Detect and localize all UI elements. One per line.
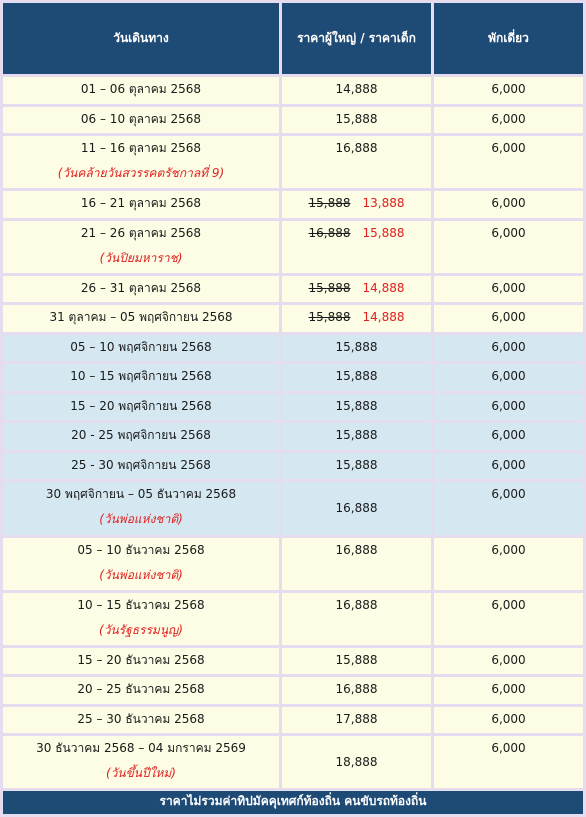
adult-child-price-cell xyxy=(282,736,431,788)
holiday-note: (วันพ่อแห่งชาติ) xyxy=(99,512,183,527)
price: 15,888 xyxy=(335,428,378,443)
single-supplement: 6,000 xyxy=(491,711,526,726)
single-supplement: 6,000 xyxy=(491,196,526,211)
single-supplement: 6,000 xyxy=(491,457,526,472)
promo-price: 13,888 xyxy=(362,196,405,211)
holiday-note: (วันรัฐธรรมนูญ) xyxy=(99,622,183,637)
table-row xyxy=(3,107,583,134)
adult-child-price-cell xyxy=(282,423,431,450)
travel-date: 10 – 15 พฤศจิกายน 2568 xyxy=(70,369,212,384)
table-row xyxy=(3,136,583,188)
single-supplement-cell xyxy=(434,107,583,134)
travel-date-cell xyxy=(3,453,279,480)
price: 16,888 xyxy=(335,141,378,156)
travel-date-cell xyxy=(3,221,279,273)
single-supplement: 6,000 xyxy=(491,652,526,667)
holiday-note: (วันพ่อแห่งชาติ) xyxy=(99,567,183,582)
travel-date: 11 – 16 ตุลาคม 2568 xyxy=(80,141,202,156)
adult-child-price-cell xyxy=(282,364,431,391)
footer-note: ราคาไม่รวมค่าทิปมัคคุเทศก์ท้องถิ่น คนขับรถท้องถิ่น xyxy=(3,791,583,814)
price: 14,888 xyxy=(335,82,378,96)
travel-date: 20 – 25 ธันวาคม 2568 xyxy=(77,682,205,697)
adult-child-price-cell xyxy=(282,482,431,534)
travel-date: 30 พฤศจิกายน – 05 ธันวาคม 2568 xyxy=(45,487,237,502)
adult-child-price-cell xyxy=(282,677,431,704)
single-supplement: 6,000 xyxy=(491,225,526,240)
single-supplement-cell xyxy=(434,707,583,734)
single-supplement: 6,000 xyxy=(491,310,526,325)
holiday-note: (วันปิยมหาราช) xyxy=(99,250,183,265)
table-row xyxy=(3,335,583,362)
travel-date: 15 – 20 ธันวาคม 2568 xyxy=(77,652,205,667)
promo-price: 14,888 xyxy=(362,310,405,325)
table-row xyxy=(3,707,583,734)
adult-child-price-cell xyxy=(282,394,431,421)
single-supplement-cell xyxy=(434,77,583,104)
table-row xyxy=(3,191,583,218)
travel-date-cell xyxy=(3,482,279,534)
travel-date-cell xyxy=(3,364,279,391)
footer-row xyxy=(3,791,583,814)
single-supplement: 6,000 xyxy=(491,398,526,413)
travel-date-cell xyxy=(3,736,279,788)
table-row xyxy=(3,538,583,590)
travel-date-cell xyxy=(3,77,279,104)
travel-date-cell xyxy=(3,107,279,134)
table-row xyxy=(3,453,583,480)
adult-child-price-cell xyxy=(282,648,431,675)
original-price: 16,888 xyxy=(308,225,351,240)
original-price: 15,888 xyxy=(308,280,351,295)
single-supplement: 6,000 xyxy=(491,682,526,697)
single-supplement: 6,000 xyxy=(491,741,526,756)
promo-price: 14,888 xyxy=(362,280,405,295)
table-row xyxy=(3,736,583,788)
travel-date: 01 – 06 ตุลาคม 2568 xyxy=(80,82,202,96)
table-row xyxy=(3,593,583,645)
price: 15,888 xyxy=(335,457,378,472)
single-supplement: 6,000 xyxy=(491,111,526,126)
table-row xyxy=(3,677,583,704)
table-row xyxy=(3,423,583,450)
travel-date-cell xyxy=(3,305,279,332)
single-supplement: 6,000 xyxy=(491,339,526,354)
single-supplement-cell xyxy=(434,677,583,704)
adult-child-price-cell xyxy=(282,276,431,303)
single-supplement-cell xyxy=(434,335,583,362)
price: 15,888 xyxy=(335,111,378,126)
adult-child-price-cell xyxy=(282,305,431,332)
travel-date: 10 – 15 ธันวาคม 2568 xyxy=(77,597,205,612)
single-supplement-cell xyxy=(434,538,583,590)
price: 16,888 xyxy=(335,597,378,612)
original-price: 15,888 xyxy=(308,310,351,325)
single-supplement: 6,000 xyxy=(491,369,526,384)
holiday-note: (วันขึ้นปีใหม่) xyxy=(105,766,176,781)
single-supplement-cell xyxy=(434,276,583,303)
single-supplement-cell xyxy=(434,221,583,273)
single-supplement-cell xyxy=(434,482,583,534)
single-supplement-cell xyxy=(434,394,583,421)
price: 17,888 xyxy=(335,711,378,726)
holiday-note: (วันคล้ายวันสวรรคตรัชกาลที่ 9) xyxy=(57,166,225,181)
single-supplement-cell xyxy=(434,423,583,450)
price: 15,888 xyxy=(335,652,378,667)
travel-date-cell xyxy=(3,394,279,421)
adult-child-price-cell xyxy=(282,77,431,104)
header-single-supplement: พักเดี่ยว xyxy=(434,3,583,74)
table-row xyxy=(3,482,583,534)
price: 18,888 xyxy=(335,755,378,770)
single-supplement-cell xyxy=(434,593,583,645)
header-adult-child-price: ราคาผู้ใหญ่ / ราคาเด็ก xyxy=(282,3,431,74)
travel-date: 05 – 10 พฤศจิกายน 2568 xyxy=(70,339,212,354)
single-supplement-cell xyxy=(434,648,583,675)
travel-date: 25 - 30 พฤศจิกายน 2568 xyxy=(71,457,211,472)
single-supplement: 6,000 xyxy=(491,428,526,443)
travel-date: 25 – 30 ธันวาคม 2568 xyxy=(77,711,205,726)
travel-date-cell xyxy=(3,423,279,450)
adult-child-price-cell xyxy=(282,191,431,218)
price: 15,888 xyxy=(335,339,378,354)
single-supplement-cell xyxy=(434,736,583,788)
travel-date: 26 – 31 ตุลาคม 2568 xyxy=(80,280,202,295)
travel-date-cell xyxy=(3,191,279,218)
adult-child-price-cell xyxy=(282,707,431,734)
table-row xyxy=(3,648,583,675)
single-supplement: 6,000 xyxy=(491,487,526,502)
original-price: 15,888 xyxy=(308,196,351,211)
single-supplement: 6,000 xyxy=(491,82,526,96)
adult-child-price-cell xyxy=(282,538,431,590)
single-supplement: 6,000 xyxy=(491,597,526,612)
table-row xyxy=(3,276,583,303)
adult-child-price-cell xyxy=(282,136,431,188)
price: 16,888 xyxy=(335,682,378,697)
table-row xyxy=(3,305,583,332)
travel-date-cell xyxy=(3,677,279,704)
travel-date-cell xyxy=(3,707,279,734)
promo-price: 15,888 xyxy=(362,225,405,240)
adult-child-price-cell xyxy=(282,107,431,134)
travel-date: 21 – 26 ตุลาคม 2568 xyxy=(80,225,202,240)
travel-date-cell xyxy=(3,593,279,645)
price: 15,888 xyxy=(335,369,378,384)
price: 15,888 xyxy=(335,398,378,413)
single-supplement-cell xyxy=(434,305,583,332)
table-row xyxy=(3,77,583,104)
travel-date: 16 – 21 ตุลาคม 2568 xyxy=(80,196,202,211)
table-row xyxy=(3,221,583,273)
single-supplement: 6,000 xyxy=(491,542,526,557)
travel-date: 31 ตุลาคม – 05 พฤศจิกายน 2568 xyxy=(49,310,233,325)
header-travel-date: วันเดินทาง xyxy=(3,3,279,74)
header-row xyxy=(3,3,583,74)
price: 16,888 xyxy=(335,501,378,516)
single-supplement: 6,000 xyxy=(491,280,526,295)
travel-date: 05 – 10 ธันวาคม 2568 xyxy=(77,542,205,557)
travel-date-cell xyxy=(3,538,279,590)
travel-date: 06 – 10 ตุลาคม 2568 xyxy=(80,111,202,126)
travel-date-cell xyxy=(3,276,279,303)
adult-child-price-cell xyxy=(282,593,431,645)
single-supplement: 6,000 xyxy=(491,141,526,156)
travel-date: 20 - 25 พฤศจิกายน 2568 xyxy=(71,428,211,443)
single-supplement-cell xyxy=(434,453,583,480)
travel-date: 30 ธันวาคม 2568 – 04 มกราคม 2569 xyxy=(36,741,246,756)
single-supplement-cell xyxy=(434,191,583,218)
travel-date: 15 – 20 พฤศจิกายน 2568 xyxy=(70,398,212,413)
travel-date-cell xyxy=(3,136,279,188)
table-row xyxy=(3,364,583,391)
single-supplement-cell xyxy=(434,136,583,188)
price: 16,888 xyxy=(335,542,378,557)
travel-date-cell xyxy=(3,648,279,675)
table-row xyxy=(3,394,583,421)
single-supplement-cell xyxy=(434,364,583,391)
adult-child-price-cell xyxy=(282,453,431,480)
adult-child-price-cell xyxy=(282,335,431,362)
travel-date-cell xyxy=(3,335,279,362)
adult-child-price-cell xyxy=(282,221,431,273)
